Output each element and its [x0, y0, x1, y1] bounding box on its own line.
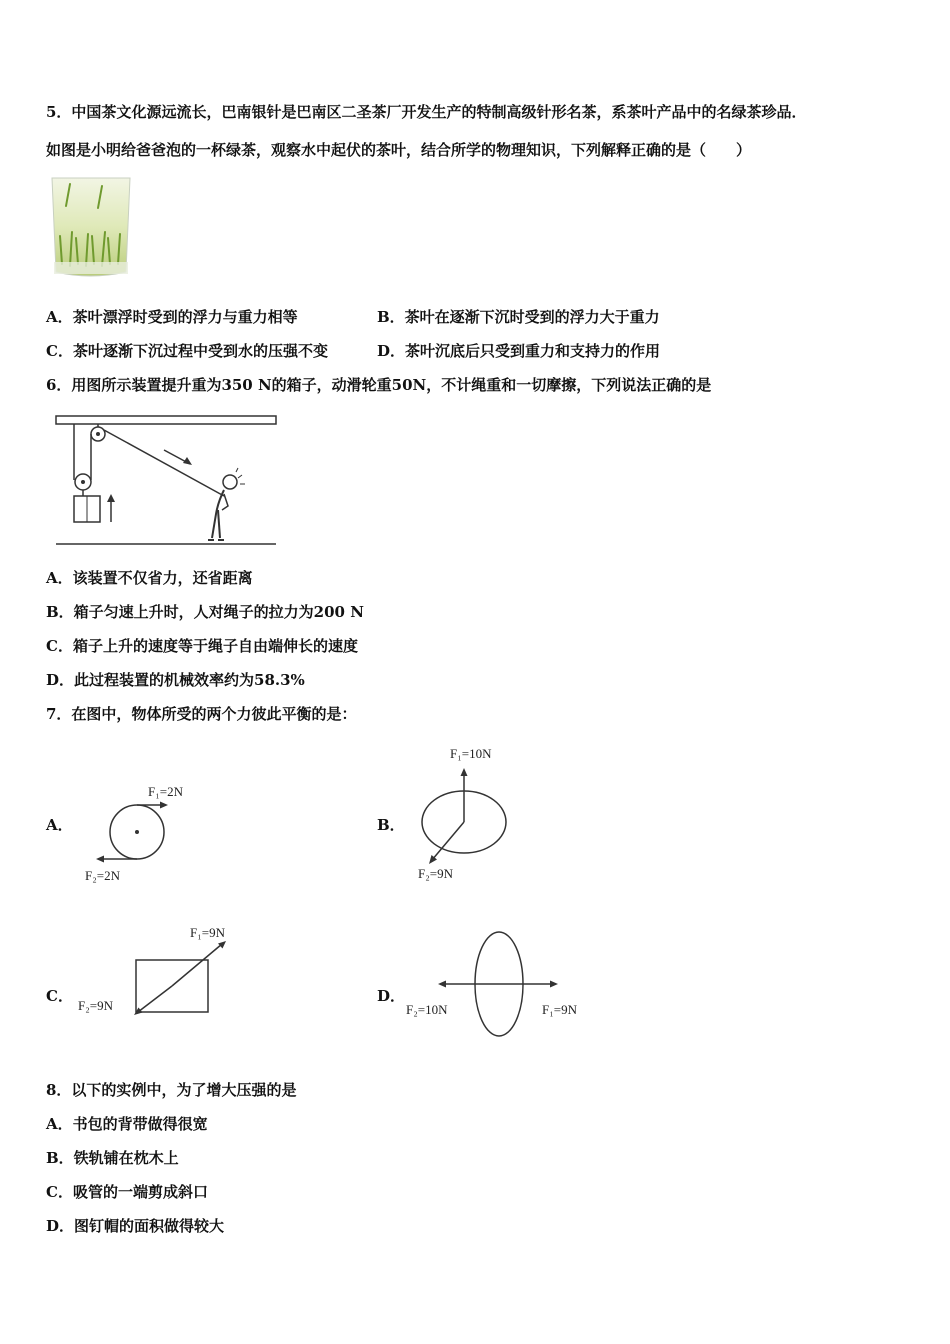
force-figure-d [404, 928, 594, 1042]
q8-option-a[interactable]: A．书包的背带做得很宽 [46, 1115, 208, 1133]
figc-f2-label: F₂=9N [78, 998, 113, 1013]
force-figure-b [414, 742, 534, 884]
q7-option-b[interactable]: B． [377, 816, 405, 834]
figa-f2-label: F₂=2N [85, 868, 120, 883]
pulley-diagram [52, 410, 282, 552]
q6-option-a[interactable]: A．该装置不仅省力，还省距离 [46, 569, 253, 587]
q5-stem-line1: 5．中国茶文化源远流长，巴南银针是巴南区二圣茶厂开发生产的特制高级针形名茶，系茶叶产品中的名绿茶珍品． [46, 103, 807, 121]
q7-option-d[interactable]: D． [377, 987, 406, 1005]
q6-option-b[interactable]: B．箱子匀速上升时，人对绳子的拉力为200 N [46, 603, 364, 621]
force-figure-a [80, 782, 200, 886]
tea-cup-image [50, 176, 132, 282]
figa-f1-label: F₁=2N [148, 784, 183, 799]
q5-option-a[interactable]: A．茶叶漂浮时受到的浮力与重力相等 [46, 308, 298, 326]
q5-option-d[interactable]: D．茶叶沉底后只受到重力和支持力的作用 [377, 342, 661, 360]
q7-option-a[interactable]: A． [46, 816, 73, 834]
q8-stem: 8．以下的实例中，为了增大压强的是 [46, 1081, 297, 1099]
figc-f1-label: F₁=9N [190, 925, 225, 940]
q8-option-b[interactable]: B．铁轨铺在枕木上 [46, 1149, 179, 1167]
q5-stem-line2: 如图是小明给爸爸泡的一杯绿茶，观察水中起伏的茶叶，结合所学的物理知识，下列解释正确的是（ ） [46, 141, 752, 159]
figb-f1-label: F₁=10N [450, 746, 492, 761]
q6-option-d[interactable]: D．此过程装置的机械效率约为58.3% [46, 671, 305, 689]
q8-option-c[interactable]: C．吸管的一端剪成斜口 [46, 1183, 208, 1201]
q7-stem: 7．在图中，物体所受的两个力彼此平衡的是： [46, 705, 357, 723]
q8-option-d[interactable]: D．图钉帽的面积做得较大 [46, 1217, 225, 1235]
q5-option-c[interactable]: C．茶叶逐渐下沉过程中受到水的压强不变 [46, 342, 328, 360]
figd-f1-label: F₁=9N [542, 1002, 577, 1017]
q5-option-b[interactable]: B．茶叶在逐渐下沉时受到的浮力大于重力 [377, 308, 660, 326]
q6-option-c[interactable]: C．箱子上升的速度等于绳子自由端伸长的速度 [46, 637, 358, 655]
force-figure-c [76, 922, 246, 1022]
q6-stem: 6．用图所示装置提升重为350 N的箱子，动滑轮重50N，不计绳重和一切摩擦，下列说法正确的是 [46, 376, 712, 394]
figd-f2-label: F₂=10N [406, 1002, 448, 1017]
q7-option-c[interactable]: C． [46, 987, 73, 1005]
figb-f2-label: F₂=9N [418, 866, 453, 881]
